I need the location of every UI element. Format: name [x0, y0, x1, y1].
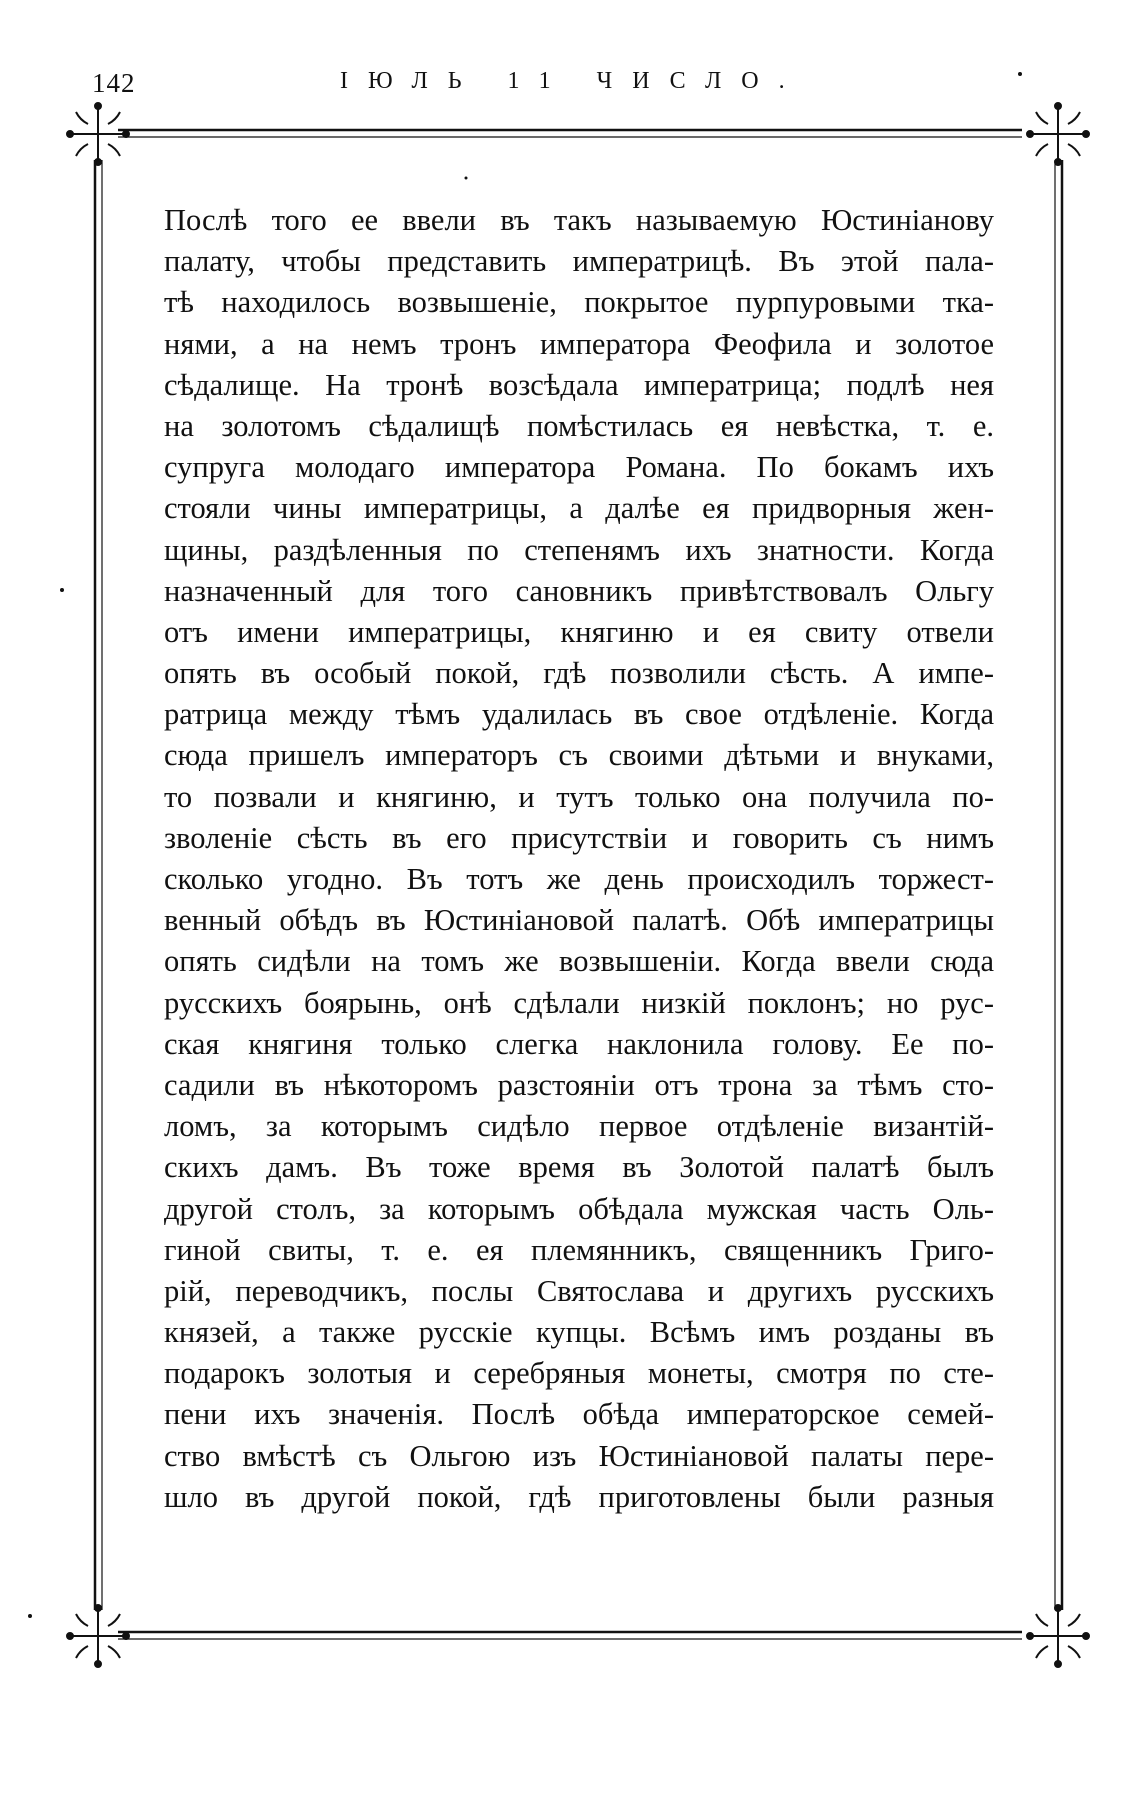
text-line: скихъ дамъ. Въ тоже время въ Золотой палатѣ былъ [164, 1150, 994, 1185]
cross-flourish-icon [67, 1605, 129, 1667]
text-line: русскихъ боярынь, онѣ сдѣлали низкій поклонъ; но рус- [164, 985, 994, 1020]
text-line: зволеніе сѣсть въ его присутствіи и говорить съ нимъ [164, 820, 994, 855]
text-line: тѣ находилось возвышеніе, покрытое пурпуровыми тка- [164, 285, 994, 320]
text-line: садили въ нѣкоторомъ разстояніи отъ трона за тѣмъ сто- [164, 1067, 994, 1102]
text-line: на золотомъ сѣдалищѣ помѣстилась ея невѣстка, т. е. [164, 408, 994, 443]
text-line: ратрица между тѣмъ удалилась въ свое отдѣленіе. Когда [164, 697, 994, 732]
text-line: то позвали и княгиню, и тутъ только она получила по- [164, 779, 994, 814]
text-line: сколько угодно. Въ тотъ же день происходилъ торжест- [164, 862, 994, 896]
text-line: отъ имени императрицы, княгиню и ея свиту отвели [164, 614, 994, 649]
text-line: ломъ, за которымъ сидѣло первое отдѣленіе византій- [164, 1109, 994, 1144]
cross-flourish-icon [67, 103, 129, 165]
text-line: стояли чины императрицы, а далѣе ея придворныя жен- [164, 491, 994, 526]
text-line: шло въ другой покой, гдѣ приготовлены были разныя [164, 1479, 994, 1514]
text-line: рій, переводчикъ, послы Святослава и другихъ русскихъ [164, 1273, 994, 1308]
text-line: князей, а также русскіе купцы. Всѣмъ имъ розданы въ [164, 1315, 994, 1350]
text-line: ство вмѣстѣ съ Ольгою изъ Юстиніановой палаты пере- [164, 1438, 994, 1473]
text-line: другой столъ, за которымъ обѣдала мужская часть Оль- [164, 1191, 994, 1226]
text-line: пени ихъ значенія. Послѣ обѣда императорское семей- [164, 1397, 994, 1432]
text-line: гиной свиты, т. е. ея племянникъ, священникъ Григо- [164, 1232, 994, 1267]
text-line: супруга молодаго императора Романа. По бокамъ ихъ [164, 450, 994, 485]
text-line: назначенный для того сановникъ привѣтствовалъ Ольгу [164, 573, 994, 608]
ink-speck [1018, 72, 1022, 76]
text-line: щины, раздѣленныя по степенямъ ихъ знатности. Когда [164, 532, 994, 567]
ink-speck [465, 177, 468, 180]
text-line: опять въ особый покой, гдѣ позволили сѣсть. А импе- [164, 656, 994, 691]
body-text [164, 200, 994, 1518]
text-line: сюда пришелъ императоръ съ своими дѣтьми и внуками, [164, 738, 994, 773]
text-line: Послѣ того ее ввели въ такъ называемую Юстиніанову [164, 203, 994, 237]
cross-flourish-icon [1027, 1605, 1089, 1667]
running-title: ІЮЛЬ 11 ЧИСЛО. [340, 68, 805, 94]
ink-speck [60, 588, 64, 592]
text-line: опять сидѣли на томъ же возвышеніи. Когда ввели сюда [164, 944, 994, 979]
ink-speck [28, 1614, 32, 1618]
text-line: сѣдалище. На тронѣ возсѣдала императрица; подлѣ нея [164, 367, 994, 402]
text-line: палату, чтобы представить императрицѣ. Въ этой пала- [164, 244, 994, 279]
text-line: ская княгиня только слегка наклонила голову. Ее по- [164, 1026, 994, 1061]
text-line: нями, а на немъ тронъ императора Феофила и золотое [164, 326, 994, 361]
text-line: подарокъ золотыя и серебряныя монеты, смотря по сте- [164, 1356, 994, 1391]
page-number: 142 [92, 68, 136, 98]
text-line: венный обѣдъ въ Юстиніановой палатѣ. Обѣ императрицы [164, 903, 994, 938]
cross-flourish-icon [1027, 103, 1089, 165]
